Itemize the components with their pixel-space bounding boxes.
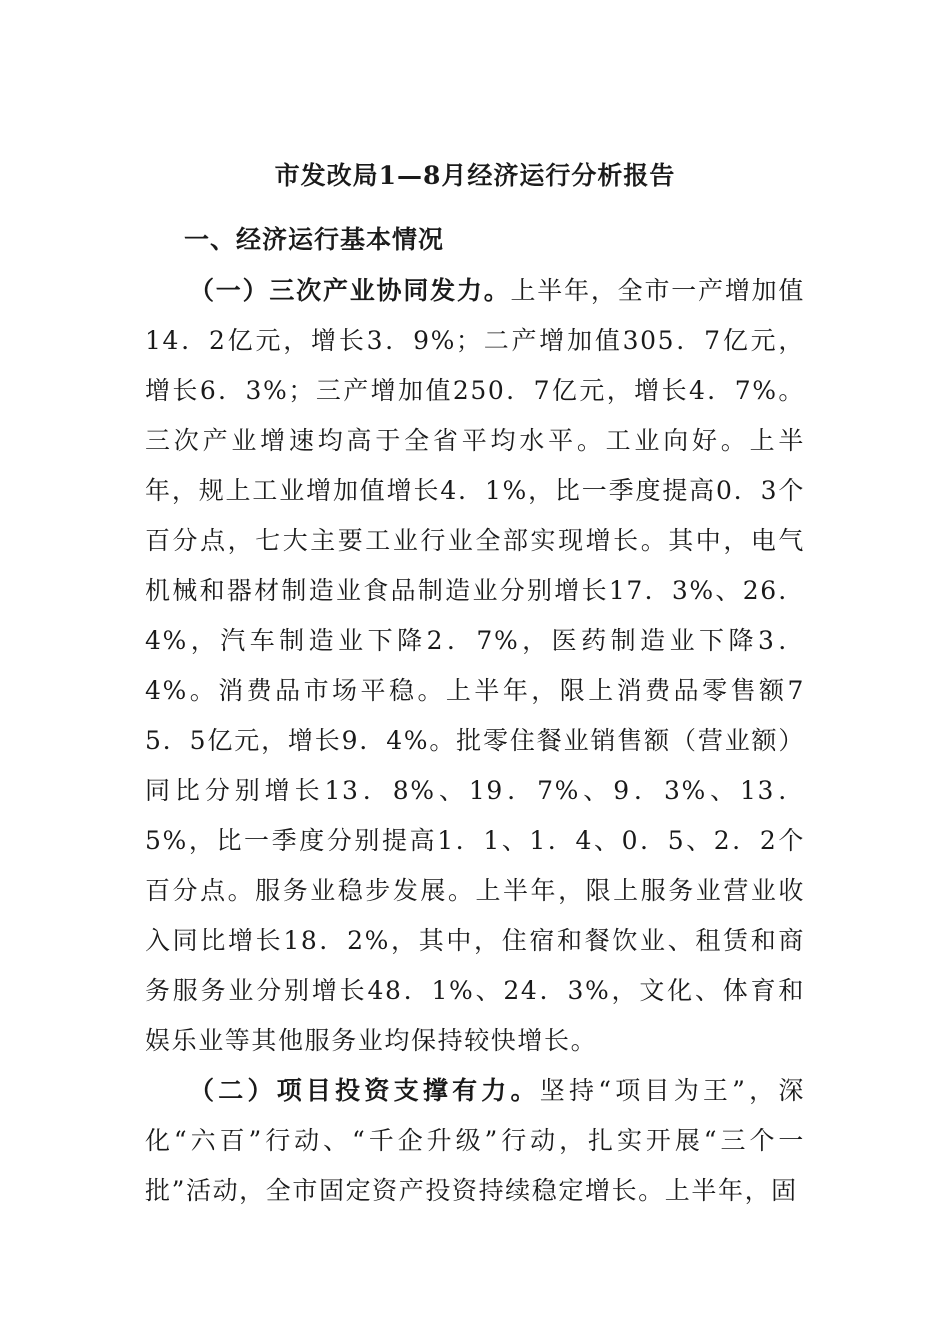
- paragraph-body: 上半年，全市一产增加值14．2亿元，增长3．9%；二产增加值305．7亿元，增长6．3%；三产增加值250．7亿元，增长4．7%。三次产业增速均高于全省平均水平。工业向好。上半年，规上工业增加值增长4．1%，比一季度提高0．3个百分点，七大主要工业行业全部实现增长。其中，电气机械和器材制造业食品制造业分别增长17．3%、26．4%，汽车制造业下降2．7%，医药制造业下降3．4%。消费品市场平稳。上半年，限上消费品零售额75．5亿元，增长9．4%。批零住餐业销售额（营业额）同比分别增长13．8%、19．7%、9．3%、13．5%，比一季度分别提高1．1、1．4、0．5、2．2个百分点。服务业稳步发展。上半年，限上服务业营业收入同比增长18．2%，其中，住宿和餐饮业、租赁和商务服务业分别增长48．1%、24．3%，文化、体育和娱乐业等其他服务业均保持较快增长。: [145, 276, 806, 1055]
- paragraph-industry: [145, 266, 805, 1066]
- paragraph-lead: （二）项目投资支撑有力。: [189, 1076, 540, 1105]
- paragraph-investment: [145, 1066, 805, 1216]
- section-heading: 一、经济运行基本情况: [184, 225, 445, 254]
- paragraph-body: 坚持“项目为王”，深化“六百”行动、“千企升级”行动，扎实开展“三个一批”活动，全市固定资产投资持续稳定增长。上半年，固: [145, 1076, 805, 1205]
- document-title: 市发改局1—8月经济运行分析报告: [274, 161, 676, 190]
- paragraph-lead: （一）三次产业协同发力。: [189, 276, 511, 305]
